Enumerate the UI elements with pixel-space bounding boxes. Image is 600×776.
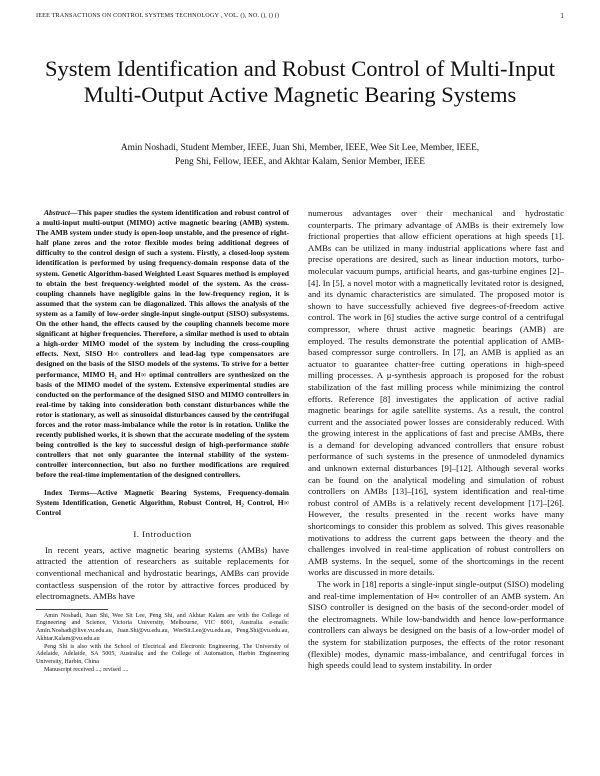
page-number: 1 [560, 12, 564, 20]
left-column [36, 208, 289, 674]
index-terms-label: Index Terms [44, 487, 90, 497]
footnote-rule [36, 609, 108, 610]
journal-header: IEEE TRANSACTIONS ON CONTROL SYSTEMS TECHNOLOGY , VOL. (), NO. (), () () [36, 12, 280, 19]
running-header [36, 12, 564, 24]
abstract-text: —This paper studies the system identification and robust control of a multi-input multi-output (MIMO) active magnetic bearing (AMB) system. The AMB system under study is open-loop unstable, and the presence of right-half plane zeros and the rotor flexible modes bring additional degrees of difficulty to the control design of such a system. Firstly, a closed-loop system identification is performed by using frequency-domain response data of the system. Genetic Algorithm-based Weighted Least Squares method is employed to obtain the best frequency-weighted model of the system. As the cross-coupling channels have negligible gains in the low-frequency region, it is assumed that the system can be diagonalized. This allows the analysis of the system as a family of low-order single-input single-output (SISO) subsystems. On the other hand, the effects caused by the coupling channels become more significant at higher frequencies. Therefore, a similar method is used to obtain a high-order MIMO model of the system by including the cross-coupling effects. Next, SISO H∞ controllers and lead-lag type compensators are designed on the basis of the SISO models of the systems. To strive for a better performance, MIMO H₂ and H∞ optimal controllers are synthesized on the basis of the MIMO model of the system. Extensive experimental studies are conducted on the performance of the designed SISO and MIMO controllers in real-time by taking into consideration both constant disturbances while the rotor is stationary, as well as sinusoidal disturbances caused by the centrifugal forces and the rotor mass-imbalance while the rotor is in rotation. Unlike the recently published works, it is shown that the accurate modeling of the system being controlled is the key to successful design of high-performance [36, 208, 289, 450]
footnote-manuscript: Manuscript received ...; revised .... [44, 666, 129, 673]
footnote-affiliation-peng-shi: Peng Shi is also with the School of Electrical and Electronic Engineering, The University of Adelaide, Adelaide, SA 5005, Australia; and the College of Automation, Harbin Engineering University, Harbin, China [36, 643, 289, 665]
abstract [36, 208, 289, 481]
intro-paragraph-2: numerous advantages over their mechanical and hydrostatic counterparts. The primary advantage of AMBs is their extremely low frictional properties that allow efficient operations at high speeds [1]. AMBs can be utilized in many industrial applications where fast and precise operations are desired, such as linear induction motors, turbo-molecular vacuum pumps, artificial hearts, and gas-turbine engines [2]–[4]. In [5], a novel motor with a magnetically levitated rotor is designed, and its dynamic characteristics are simulated. The proposed motor is shown to have successfully achieved five degrees-of-freedom active control. The work in [6] studies the active surge control of a centrifugal compressor, where thrust active magnetic bearings (AMB) are employed. The results demonstrate the potential application of AMB-based compressor surge controllers. In [7], an AMB is applied as an actuator to guarantee chatter-free cutting operations in high-speed milling processes. A μ-synthesis approach is proposed for the robust stabilization of the fast milling process while minimizing the control efforts. Reference [8] investigates the application of active radial magnetic bearings for agile satellite systems. As a result, the control current and the associated power losses are considerably reduced. With the growing interest in the applications of fast and precise AMBs, there is a demand for developing advanced controllers that ensure robust performance of such systems in the presence of unmodeled dynamics and unknown external disturbances [9]–[12]. Although several works can be found on the analytical modeling and simulation of robust controllers on AMBs [13]–[16], system identification and real-time robust control of AMBs is a relatively recent development [17]–[26]. However, the results presented in the recent works have many shortcomings to consider this problem as solved. This gives reasonable motivations to address the current gaps between the theory and the challenges involved in real-time application of robust controllers on AMB systems. In the sequel, some of the shortcomings in the recent works are discussed in more details. [308, 208, 564, 578]
index-terms-text: —Active Magnetic Bearing Systems, Frequency-domain System Identification, Genetic Algorithm, Robust Control, H₂ Control, H∞ Control [36, 487, 289, 517]
author-line-1: Amin Noshadi, Student Member, IEEE, Juan Shi, Member, IEEE, Wee Sit Lee, Member, IEEE, [120, 143, 480, 153]
abstract-emphasis: stable [270, 440, 289, 450]
author-line-2: Peng Shi, Fellow, IEEE, and Akhtar Kalam, Senior Member, IEEE [174, 156, 425, 167]
intro-paragraph-3: The work in [18] reports a single-input single-output (SISO) modeling and real-time implementation of H∞ controller of an AMB system. An SISO controller is designed on the basis of the second-order model of the electromagnets. While low-bandwidth and hence low-performance controllers can always be designed on the basis of a low-order model of the system for stabilization purposes, the effects of the rotor resonant (flexible) modes, dynamic mass-imbalance, and centrifugal forces in high speeds could lead to system instability. In order [308, 579, 564, 671]
right-column [308, 208, 564, 672]
abstract-text-end: controllers that not only guarantee the internal stability of the system-controller interconnection, but also no further modifications are required before the real-time implementation of the designed controllers. [36, 450, 289, 480]
abstract-label: Abstract [44, 208, 70, 217]
index-terms [36, 488, 289, 518]
intro-paragraph-1: In recent years, active magnetic bearing systems (AMBs) have attracted the attention of researchers as suitable replacements for conventional mechanical and hydrostatic bearings, AMBs can provide contactless suspension of the rotor by attractive forces produced by electromagnets. AMBs have [36, 544, 289, 602]
paper-title: System Identification and Robust Control of Multi-Input Multi-Output Active Magnetic Bearing Systems [45, 56, 555, 107]
footnote-affiliations: Amin Noshadi, Juan Shi, Wee Sit Lee, Peng Shi, and Akhtar Kalam are with the College of Engineering and Science, Victoria University, Melbourne, VIC 8001, Australia. e-mails: Amin.Noshadi@live.vu.edu.au, Juan.Shi@vu.edu.au, WeeSit.Lee@vu.edu.au, Peng.Shi@vu.edu.au, Akhtar.Kalam@vu.edu.au [36, 612, 289, 642]
section-heading-introduction: I. Introduction [133, 528, 192, 539]
author-list [50, 142, 550, 169]
